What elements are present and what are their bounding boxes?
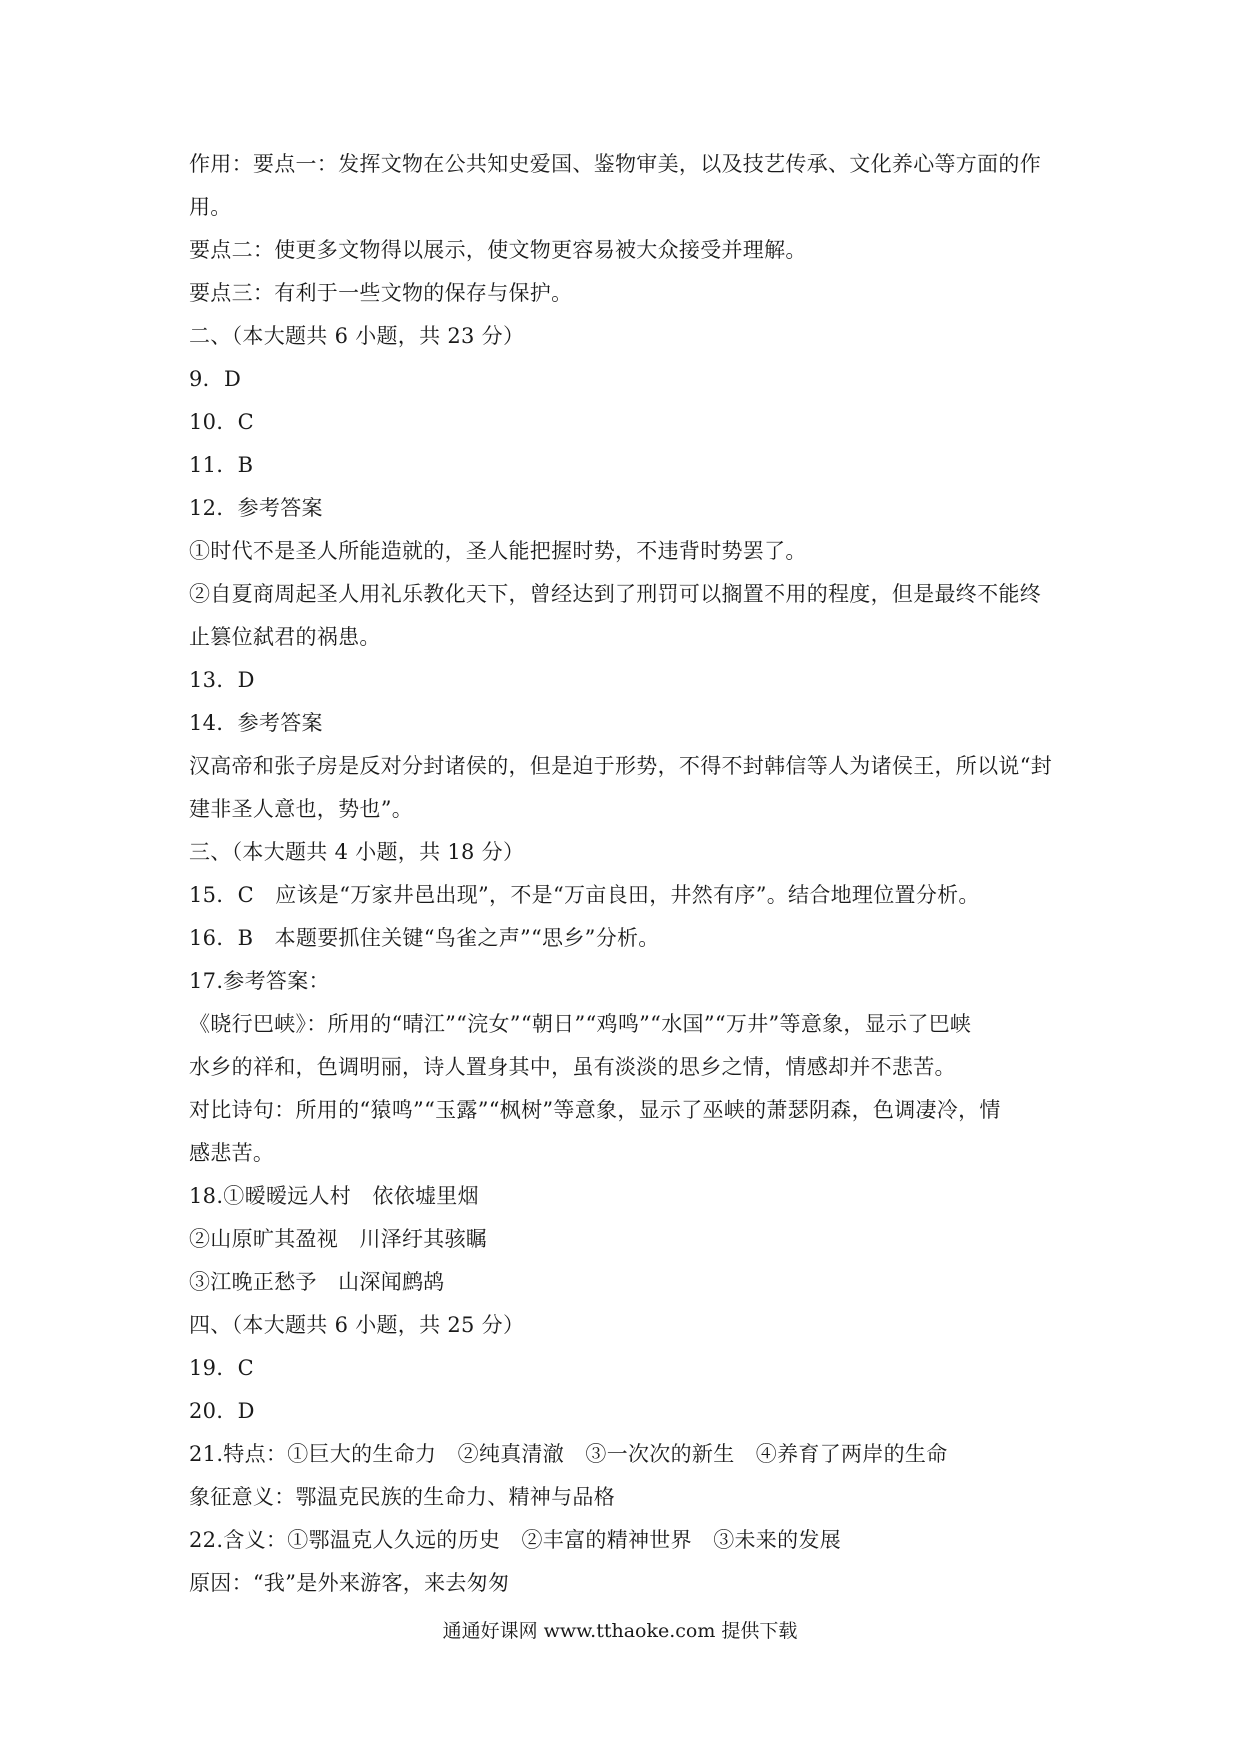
text-line: 要点三：有利于一些文物的保存与保护。: [189, 281, 573, 305]
answer-item: 20．D: [189, 1399, 255, 1423]
answer-item: 10．C: [189, 410, 254, 434]
text-line: ①时代不是圣人所能造就的，圣人能把握时势，不违背时势罢了。: [189, 539, 807, 563]
answer-text-body: [189, 143, 1064, 1605]
text-line: 感悲苦。: [189, 1141, 275, 1165]
answer-item: 16．B 本题要抓住关键“鸟雀之声”“思乡”分析。: [189, 926, 660, 950]
answer-item: 15．C 应该是“万家井邑出现”，不是“万亩良田，井然有序”。结合地理位置分析。: [189, 883, 980, 907]
text-line: 建非圣人意也，势也”。: [189, 797, 414, 821]
section-heading: 三、（本大题共 4 小题，共 18 分）: [189, 840, 525, 864]
answer-item: 21.特点：①巨大的生命力 ②纯真清澈 ③一次次的新生 ④养育了两岸的生命: [189, 1442, 948, 1466]
answer-item: 17.参考答案：: [189, 969, 330, 993]
answer-item: 12．参考答案: [189, 496, 323, 520]
answer-item: 22.含义：①鄂温克人久远的历史 ②丰富的精神世界 ③未来的发展: [189, 1528, 841, 1552]
text-line: 作用：要点一：发挥文物在公共知史爱国、鉴物审美，以及技艺传承、文化养心等方面的作: [189, 152, 1041, 176]
answer-item: 19．C: [189, 1356, 254, 1380]
section-heading: 四、（本大题共 6 小题，共 25 分）: [189, 1313, 525, 1337]
text-line: ②山原旷其盈视 川泽纡其骇瞩: [189, 1227, 488, 1251]
text-line: ②自夏商周起圣人用礼乐教化天下，曾经达到了刑罚可以搁置不用的程度，但是最终不能终: [189, 582, 1041, 606]
text-line: 汉高帝和张子房是反对分封诸侯的，但是迫于形势，不得不封韩信等人为诸侯王，所以说“封: [189, 754, 1053, 778]
answer-item: 14．参考答案: [189, 711, 323, 735]
answer-item: 9．D: [189, 367, 242, 391]
answer-item: 11．B: [189, 453, 254, 477]
text-line: 原因：“我”是外来游客，来去匆匆: [189, 1571, 510, 1595]
section-heading: 二、（本大题共 6 小题，共 23 分）: [189, 324, 525, 348]
page-footer: 通通好课网 www.tthaoke.com 提供下载: [442, 1620, 798, 1642]
text-line: 要点二：使更多文物得以展示，使文物更容易被大众接受并理解。: [189, 238, 807, 262]
answer-item: 18.①暧暧远人村 依依墟里烟: [189, 1184, 479, 1208]
text-line: 水乡的祥和，色调明丽，诗人置身其中，虽有淡淡的思乡之情，情感却并不悲苦。: [189, 1055, 956, 1079]
text-line: 用。: [189, 195, 232, 219]
text-line: 止篡位弑君的祸患。: [189, 625, 381, 649]
text-line: 象征意义：鄂温克民族的生命力、精神与品格: [189, 1485, 615, 1509]
text-line: ③江晚正愁予 山深闻鹧鸪: [189, 1270, 445, 1294]
text-line: 对比诗句：所用的“猿鸣”“玉露”“枫树”等意象，显示了巫峡的萧瑟阴森，色调凄冷，情: [189, 1098, 1001, 1122]
text-line: 《晓行巴峡》：所用的“晴江”“浣女”“朝日”“鸡鸣”“水国”“万井”等意象，显示了巴峡: [189, 1012, 972, 1036]
answer-item: 13．D: [189, 668, 255, 692]
